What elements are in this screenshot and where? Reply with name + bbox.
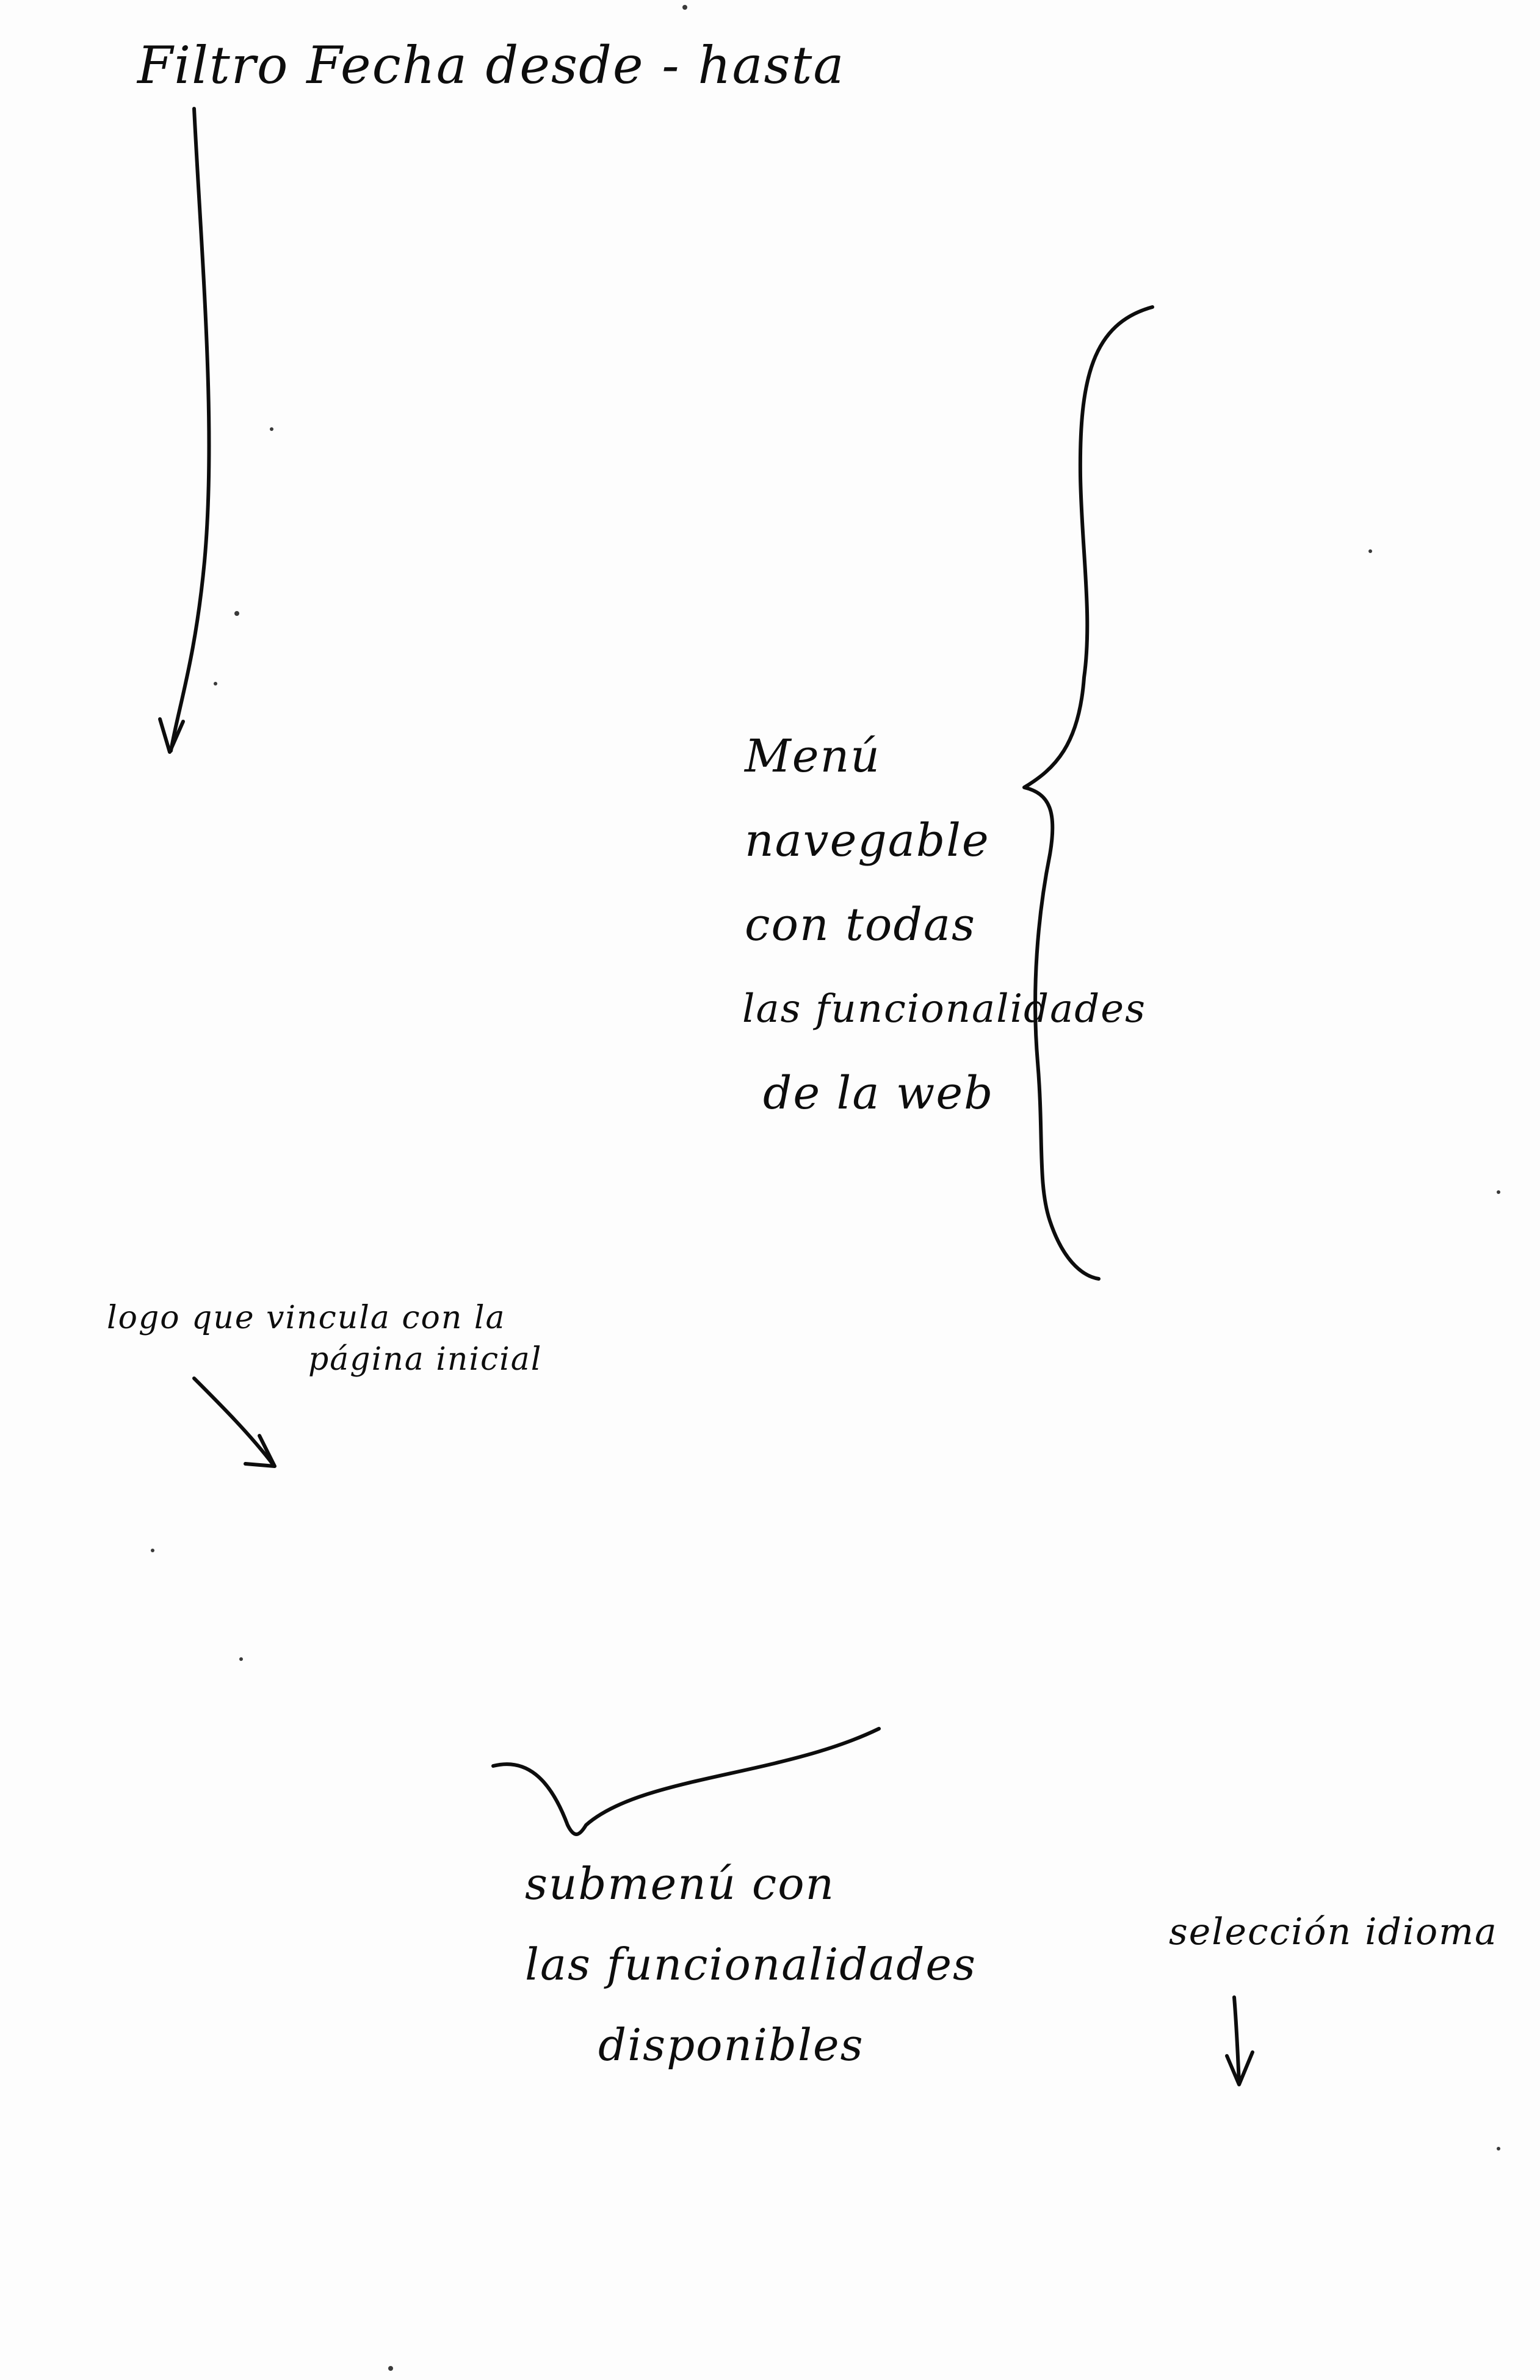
navigation-menu-note-line: de la web — [763, 1067, 994, 1119]
language-arrow-shaft — [1234, 1997, 1239, 2083]
submenu-note-line: submenú con — [525, 1858, 835, 1909]
logo-note-line: logo que vincula con la — [107, 1300, 506, 1336]
date-filter-arrow-shaft — [171, 109, 209, 751]
navigation-menu-note-line: Menú — [745, 730, 881, 783]
navigation-menu-note — [742, 714, 1146, 1135]
navigation-menu-note-line: las funcionalidades — [742, 986, 1146, 1032]
paper-speck — [1368, 549, 1372, 553]
navigation-menu-note-line: navegable — [745, 814, 990, 867]
date-filter-note: Filtro Fecha desde - hasta — [137, 35, 845, 95]
paper-speck — [682, 5, 687, 10]
submenu-note-line: disponibles — [598, 2019, 864, 2071]
logo-note — [107, 1297, 542, 1380]
submenu-note — [525, 1843, 977, 2085]
paper-speck — [239, 1657, 243, 1661]
logo-arrow-shaft — [194, 1378, 273, 1465]
paper-speck — [234, 611, 239, 616]
language-selection-note: selección idioma — [1169, 1911, 1498, 1953]
paper-speck — [270, 427, 273, 431]
submenu-brace — [493, 1729, 879, 1834]
paper-speck — [1497, 2147, 1500, 2150]
logo-note-line: página inicial — [308, 1341, 543, 1378]
paper-speck — [388, 2366, 393, 2371]
navigation-menu-note-line: con todas — [745, 899, 976, 951]
paper-speck — [151, 1549, 154, 1552]
paper-speck — [1497, 1190, 1500, 1194]
paper-speck — [214, 682, 217, 685]
date-filter-arrow-head — [160, 719, 183, 752]
submenu-note-line: las funcionalidades — [525, 1939, 977, 1990]
